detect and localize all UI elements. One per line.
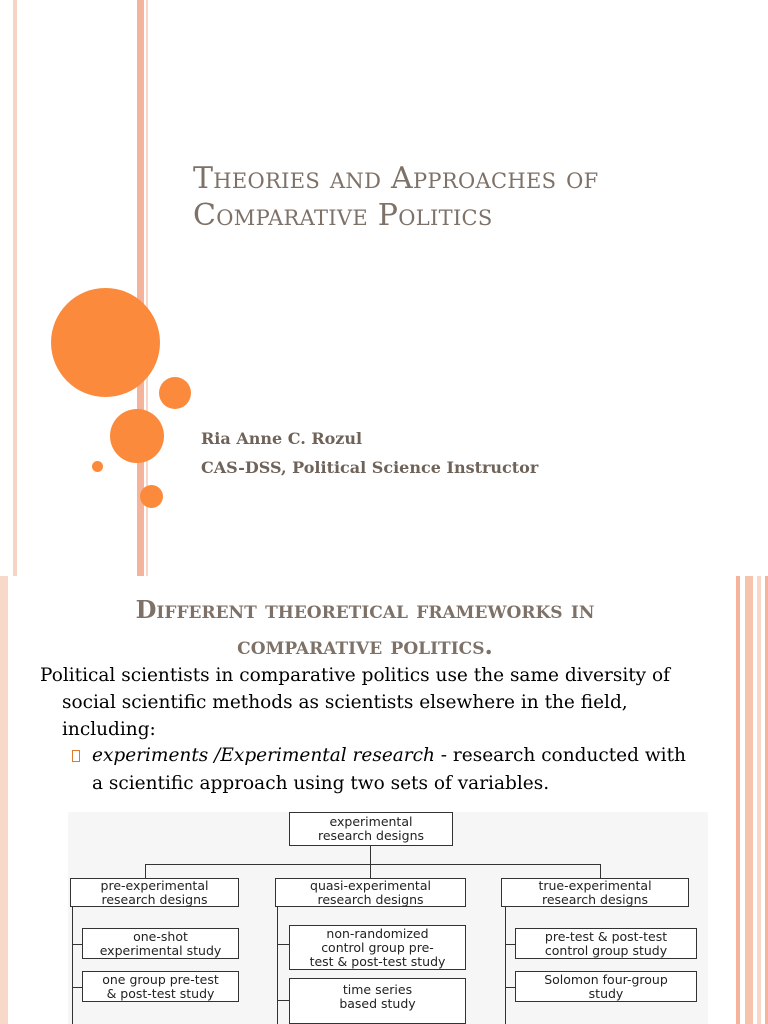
connector-line xyxy=(145,864,601,865)
connector-line xyxy=(145,864,146,878)
title-line: Different theoretical frameworks in xyxy=(135,595,595,624)
intro-line: social scientific methods as scientists elsewhere in the field, xyxy=(62,692,628,713)
slide-title xyxy=(0,592,730,664)
connector-line xyxy=(505,906,506,1024)
bullet-text-continued: a scientific approach using two sets of variables. xyxy=(92,773,550,794)
connector-line xyxy=(72,944,82,945)
bullet-box-icon xyxy=(72,750,80,762)
connector-line xyxy=(72,987,82,988)
diagram-root-box: experimental research designs xyxy=(289,812,453,846)
decorative-circle-large xyxy=(51,288,160,397)
pre-experimental-box: pre-experimental research designs xyxy=(70,878,239,907)
left-stripe-band xyxy=(13,0,17,576)
quasi-experimental-box: quasi-experimental research designs xyxy=(275,878,466,907)
true-experimental-box: true-experimental research designs xyxy=(501,878,689,907)
right-stripe-band xyxy=(745,576,753,1024)
design-item-box: Solomon four-group study xyxy=(515,971,697,1002)
bullet-term: experiments /Experimental research xyxy=(92,745,435,766)
author-affiliation: CAS-DSS, Political Science Instructor xyxy=(201,458,539,477)
connector-line xyxy=(600,864,601,878)
connector-line xyxy=(277,944,289,945)
decorative-circle-small xyxy=(159,377,191,409)
intro-line: Political scientists in comparative politics use the same diversity of xyxy=(40,665,671,686)
intro-line: including: xyxy=(62,719,156,740)
intro-paragraph xyxy=(40,662,730,743)
decorative-circle-dot xyxy=(92,461,103,472)
connector-line xyxy=(505,987,515,988)
design-item-box: pre-test & post-test control group study xyxy=(515,928,697,959)
design-item-box: one-shot experimental study xyxy=(82,928,239,959)
connector-line xyxy=(505,944,515,945)
right-stripe-band xyxy=(757,576,761,1024)
right-stripe-band xyxy=(736,576,740,1024)
author-block xyxy=(201,424,538,482)
design-item-box: non-randomized control group pre- test & post-test study xyxy=(289,925,466,970)
design-item-box: one group pre-test & post-test study xyxy=(82,971,239,1002)
design-item-box: time series based study xyxy=(289,978,466,1024)
title-line: Comparative Politics xyxy=(193,198,493,233)
connector-line xyxy=(370,864,371,878)
research-design-diagram xyxy=(68,812,708,1024)
content-slide xyxy=(0,576,768,1024)
bullet-item xyxy=(72,742,742,798)
title-line: Theories and Approaches of xyxy=(193,161,599,196)
connector-line xyxy=(370,846,371,864)
bullet-text xyxy=(72,742,742,770)
decorative-circle-small xyxy=(140,485,163,508)
connector-line xyxy=(72,906,73,1024)
title-line: comparative politics. xyxy=(237,631,493,660)
slide-title xyxy=(193,160,733,234)
bullet-description: - research conducted with xyxy=(434,745,686,766)
decorative-circle-medium xyxy=(110,409,164,463)
author-name: Ria Anne C. Rozul xyxy=(201,429,363,448)
connector-line xyxy=(277,1000,289,1001)
connector-line xyxy=(277,906,278,1024)
